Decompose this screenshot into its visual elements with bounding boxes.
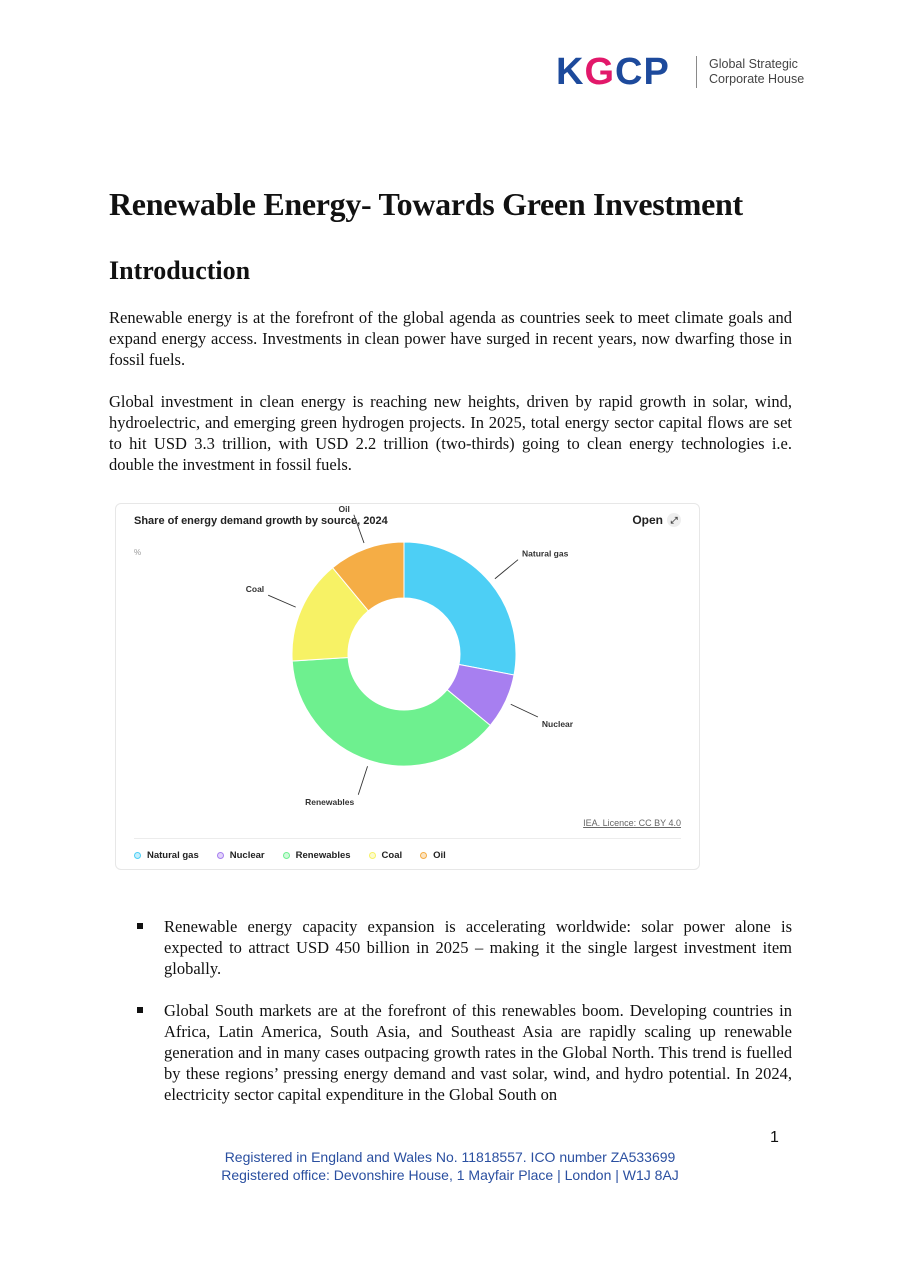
open-button-label: Open <box>632 513 663 527</box>
bullet-square-icon <box>137 1007 143 1013</box>
source-link[interactable]: IEA. Licence: CC BY 4.0 <box>583 818 681 828</box>
slice-label: Nuclear <box>541 719 574 730</box>
expand-icon: ⤢ <box>667 513 681 527</box>
footer-line-1: Registered in England and Wales No. 11818557. ICO number ZA533699 <box>224 1149 676 1165</box>
leader-line <box>511 704 538 717</box>
legend-label: Coal <box>381 850 403 861</box>
footer <box>0 1148 900 1184</box>
legend-dot-icon <box>420 852 427 859</box>
chart-card <box>115 503 700 870</box>
intro-paragraph-2: Global investment in clean energy is reaching new heights, driven by rapid growth in solar, wind, hydroelectric, and emerging green hydrogen projects. In 2025, total energy sector capital flows are set to hit USD 3.3 trillion, with USD 2.2 trillion (two-thirds) going to clean energy technologies i.e. double the investment in fossil fuels. <box>109 392 792 474</box>
bullet-text: Global South markets are at the forefront of this renewables boom. Developing countries in Africa, Latin America, South Asia, and Southeast Asia are rapidly scaling up renewable generation and in many cases outpacing growth rates in the Global North. This trend is fuelled by these regions’ pressing energy demand and vast solar, wind, and hydro potential. In 2024, electricity sector capital expenditure in the Global South on <box>164 1001 792 1104</box>
donut-chart <box>116 504 701 834</box>
legend-item[interactable] <box>134 850 199 861</box>
legend-item[interactable] <box>283 850 351 861</box>
bullet-item <box>137 1000 792 1105</box>
logo-wordmark: KGCP <box>556 51 670 93</box>
leader-line <box>358 766 367 795</box>
bullet-text: Renewable energy capacity expansion is accelerating worldwide: solar power alone is expected to attract USD 450 billion in 2025 – making it the single largest investment item globally. <box>164 917 792 978</box>
bullet-item <box>137 916 792 979</box>
bullet-square-icon <box>137 923 143 929</box>
slice-label: Renewables <box>305 796 355 807</box>
document-title: Renewable Energy- Towards Green Investment <box>109 186 743 222</box>
legend-label: Natural gas <box>147 850 199 861</box>
legend-dot-icon <box>134 852 141 859</box>
logo-tagline: Global Strategic Corporate House <box>709 57 805 86</box>
slice-label: Oil <box>338 504 350 514</box>
leader-line <box>354 515 364 543</box>
chart-unit: % <box>134 548 142 557</box>
legend-dot-icon <box>369 852 376 859</box>
legend-item[interactable] <box>420 850 446 861</box>
legend-label: Nuclear <box>229 850 265 861</box>
bullet-list <box>137 916 792 1126</box>
slice-label: Coal <box>245 584 265 595</box>
legend-label: Renewables <box>295 850 351 861</box>
legend-dot-icon <box>283 852 290 859</box>
footer-line-2: Registered office: Devonshire House, 1 Mayfair Place | London | W1J 8AJ <box>221 1167 679 1183</box>
legend-dot-icon <box>217 852 224 859</box>
slice-label: Natural gas <box>522 548 569 559</box>
chart-legend <box>134 850 446 861</box>
legend-item[interactable] <box>217 850 265 861</box>
slice-natural-gas[interactable] <box>404 542 516 675</box>
logo-divider <box>696 56 697 88</box>
legend-item[interactable] <box>369 850 403 861</box>
legend-label: Oil <box>433 850 446 861</box>
leader-line <box>268 595 296 607</box>
chart-title: Share of energy demand growth by source, 2024 <box>134 515 388 527</box>
leader-line <box>495 560 518 579</box>
page-number: 1 <box>770 1129 779 1146</box>
intro-paragraph-1: Renewable energy is at the forefront of the global agenda as countries seek to meet climate goals and expand energy access. Investments in clean power have surged in recent years, now dwarfing those in fossil fuels. <box>109 308 792 369</box>
chart-divider <box>134 838 681 839</box>
section-heading: Introduction <box>109 256 251 285</box>
